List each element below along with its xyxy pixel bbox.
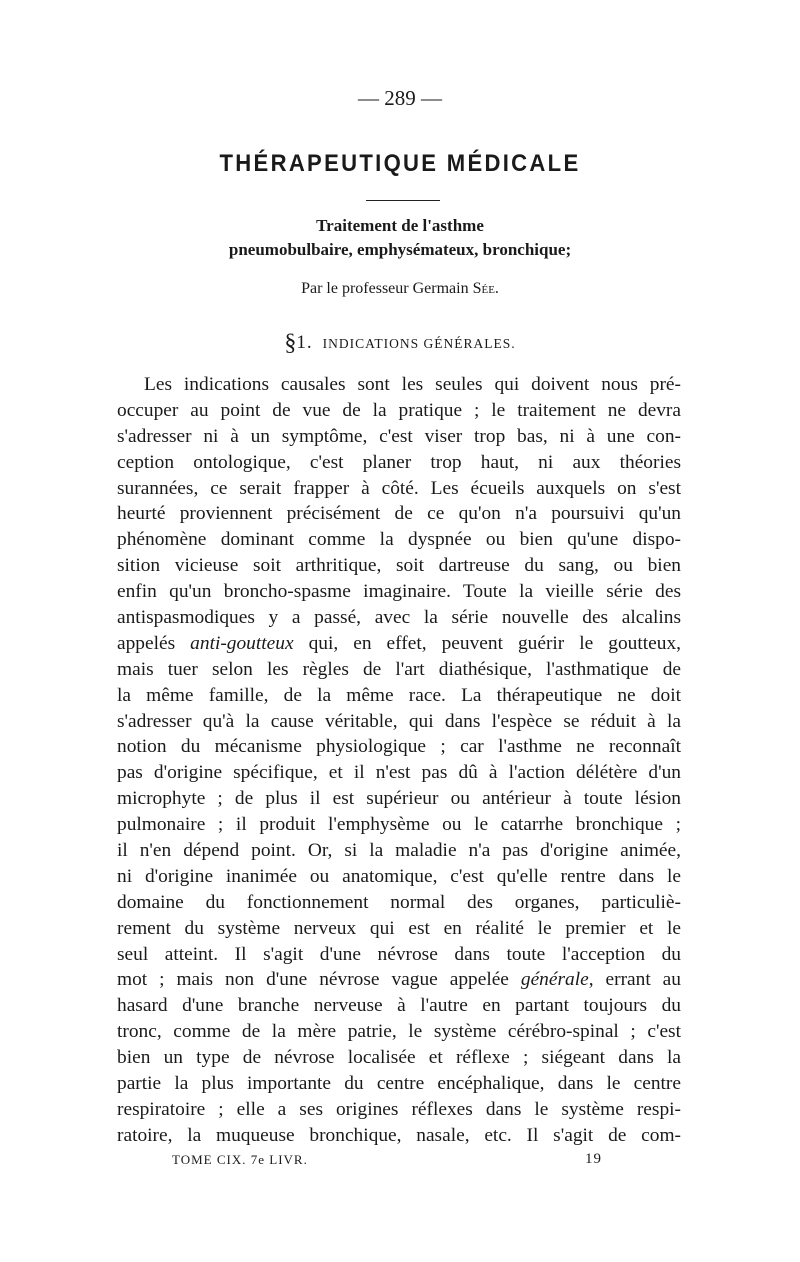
body-line-start: appelés <box>117 632 191 654</box>
body-line: notion du mécanisme physiologique ; car l'asthme ne reconnaît <box>117 736 681 758</box>
author-name: Sée. <box>472 280 499 297</box>
body-text <box>117 372 681 1149</box>
body-line: ception ontologique, c'est planer trop haut, ni aux théories <box>117 451 681 473</box>
journal-title: THÉRAPEUTIQUE MÉDICALE <box>219 150 581 177</box>
body-line-end: , errant au <box>588 969 681 991</box>
body-line: phénomène dominant comme la dyspnée ou bien qu'une dispo- <box>117 529 681 551</box>
section-mark: § <box>284 330 297 356</box>
body-line: hasard d'une branche nerveuse à l'autre en partant toujours du <box>117 995 681 1017</box>
body-line: tronc, comme de la mère patrie, le système cérébro-spinal ; c'est <box>117 1021 681 1043</box>
signature-mark: TOME CIX. 7e LIVR. <box>172 1152 308 1167</box>
body-line: rement du système nerveux qui est en réalité le premier et le <box>117 917 681 939</box>
body-line: ratoire, la muqueuse bronchique, nasale, etc. Il s'agit de com- <box>117 1124 681 1146</box>
body-line: surannées, ce serait frapper à côté. Les écueils auxquels on s'est <box>117 477 681 499</box>
body-line: mais tuer selon les règles de l'art diathésique, l'asthmatique de <box>117 658 681 680</box>
italic-term: générale <box>520 969 589 991</box>
body-line: enfin qu'un broncho-spasme imaginaire. Toute la vieille série des <box>117 581 681 603</box>
section-heading <box>0 330 800 357</box>
body-line-mixed <box>117 967 681 993</box>
section-title: INDICATIONS GÉNÉRALES. <box>322 336 516 351</box>
sheet-number: 19 <box>585 1151 602 1167</box>
author-line <box>0 280 800 298</box>
body-line: microphyte ; de plus il est supérieur ou antérieur à toute lésion <box>117 788 681 810</box>
body-line: domaine du fonctionnement normal des organes, particuliè- <box>117 891 681 913</box>
body-line: il n'en dépend point. Or, si la maladie n'a pas d'origine animée, <box>117 840 681 862</box>
body-line-start: mot ; mais non d'une névrose vague appelée <box>117 969 521 991</box>
body-line: sition vicieuse soit arthritique, soit dartreuse du sang, ou bien <box>117 555 681 577</box>
body-line: s'adresser ni à un symptôme, c'est viser trop bas, ni à une con- <box>117 425 681 447</box>
body-line: s'adresser qu'à la cause véritable, qui dans l'espèce se réduit à la <box>117 710 681 732</box>
article-title-line-2: pneumobulbaire, emphysémateux, bronchique; <box>228 240 572 259</box>
body-line-end: qui, en effet, peuvent guérir le goutteux, <box>293 632 681 654</box>
body-line: occuper au point de vue de la pratique ; le traitement ne devra <box>117 399 681 421</box>
section-number: 1. <box>296 332 313 353</box>
body-line: antispasmodiques y a passé, avec la série nouvelle des alcalins <box>117 607 681 629</box>
body-line: la même famille, de la même race. La thérapeutique ne doit <box>117 684 681 706</box>
body-line: partie la plus importante du centre encéphalique, dans le centre <box>117 1073 681 1095</box>
body-line: respiratoire ; elle a ses origines réflexes dans le système respi- <box>117 1098 681 1120</box>
body-line: Les indications causales sont les seules qui doivent nous pré- <box>144 374 681 395</box>
body-line: seul atteint. Il s'agit d'une névrose dans toute l'acception du <box>117 943 681 965</box>
body-line: heurté proviennent précisément de ce qu'on n'a poursuivi qu'un <box>117 503 681 525</box>
body-line: ni d'origine inanimée ou anatomique, c'est qu'elle rentre dans le <box>117 865 681 887</box>
title-rule <box>366 200 440 201</box>
body-line: bien un type de névrose localisée et réflexe ; siégeant dans la <box>117 1047 681 1069</box>
italic-term: anti-goutteux <box>190 632 294 654</box>
article-title-line-1: Traitement de l'asthme <box>316 216 484 235</box>
page-number: — 289 — <box>358 86 442 110</box>
body-line: pas d'origine spécifique, et il n'est pas dû à l'action délétère d'un <box>117 762 681 784</box>
body-line: pulmonaire ; il produit l'emphysème ou le catarrhe bronchique ; <box>117 814 681 836</box>
author-prefix: Par le professeur Germain <box>301 280 473 297</box>
article-title <box>0 214 800 262</box>
body-line-mixed <box>117 631 681 657</box>
